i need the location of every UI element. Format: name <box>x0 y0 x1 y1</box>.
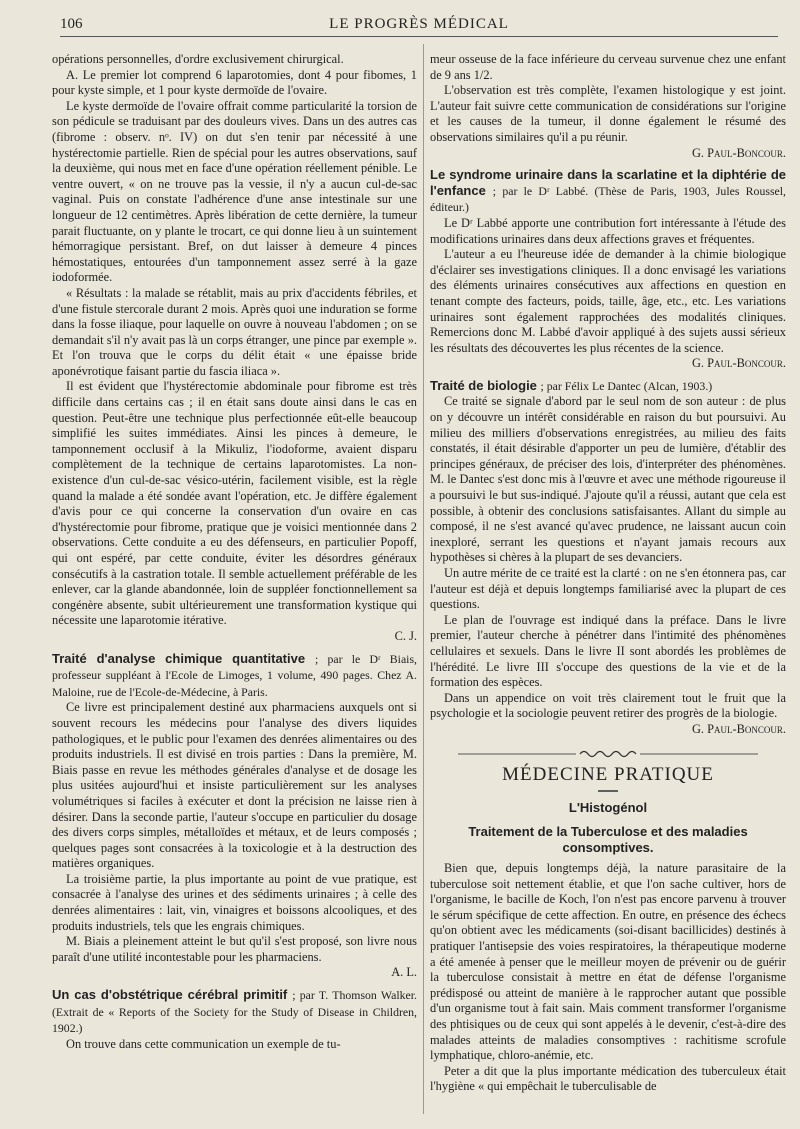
signature: G. Paul-Boncour. <box>691 721 786 736</box>
article-title: Un cas d'obstétrique cérébral primitif <box>52 987 288 1003</box>
article-heading <box>430 167 786 216</box>
paragraph: Le kyste dermoïde de l'ovaire offrait comme particularité la torsion de son pédicule se traduisant par des douleurs vives. Dans un des autres cas (fibrome : observ. nᵒ. IV) on dut s'en tenir par nécessité à une hystérectomie partielle. Rien de spécial pour les autres observations, sauf la deuxième, qui nous met en face d'une opération réellement pénible. Le ventre ouvert, « on ne trouve pas la vessie, il n'y a aucun cul-de-sac vaginal. Puis on constate l'adhérence d'une anse intestinale sur une longueur de 12 centimètres. Après libération de cette dernière, la tumeur parait fluctuante, on y plante le trocart, ce qui donne lieu à un suintement hémorragique persistant. Bref, on dut laisser à demeure 4 pinces hémostatiques, entourées d'un tamponnement assez serré à la gaze iodoformée. <box>52 98 417 285</box>
paragraph: Le plan de l'ouvrage est indiqué dans la préface. Dans le livre premier, l'auteur cherche à pénétrer dans l'intimité des phénomènes cellulaires et sexuels. Dans le livre II sont abordés les problèmes de l'hérédité. Le livre III s'occupe des questions de la vie et de la formation des espèces. <box>430 612 786 690</box>
paragraph: « Résultats : la malade se rétablit, mais au prix d'accidents fébriles, et d'une fistule stercorale durant 2 mois. Après quoi une induration se forme dans la fosse iliaque, pour laquelle on ouvre à nouveau l'abdomen ; on se demandait s'il n'y avait pas là un corps étranger, une pince par exemple ». Et l'on trouva que le corps du délit était « une épaisse bride aponévrotique faisant partie du fascia iliaca ». <box>52 285 417 378</box>
page-number: 106 <box>60 16 83 32</box>
ornamental-divider <box>430 748 786 764</box>
article-heading <box>52 987 417 1037</box>
paragraph: A. Le premier lot comprend 6 laparotomies, dont 4 pour fibomes, 1 pour kyste simple, et 1 pour kyste dermoïde de l'ovaire. <box>52 67 417 98</box>
divider-ornament <box>458 749 758 759</box>
article-heading <box>430 378 786 395</box>
article-title: Traité de biologie <box>430 377 537 393</box>
section-subtitle: Traitement de la Tuberculose et des maladies consomptives. <box>468 823 748 855</box>
paragraph: meur osseuse de la face inférieure du cerveau survenue chez une enfant de 9 ans 1/2. <box>430 52 786 82</box>
paragraph: opérations personnelles, d'ordre exclusivement chirurgical. <box>52 52 344 66</box>
paragraph: M. Biais a pleinement atteint le but qu'il s'est proposé, son livre nous paraît d'une utilité incontestable pour les pharmaciens. <box>52 934 417 964</box>
signature: G. Paul-Boncour. <box>691 356 786 371</box>
article-heading <box>52 651 417 701</box>
section-title: MÉDECINE PRATIQUE <box>502 764 714 786</box>
paragraph: La troisième partie, la plus importante au point de vue pratique, est consacrée à l'analyse des urines et des sédiments urinaires ; à celle des denrées alimentaires : lait, vin, vinaigres et boissons alcooliques, et des produits industriels, tels que les engrais chimiques. <box>52 871 417 933</box>
paragraph: Ce livre est principalement destiné aux pharmaciens auxquels ont si souvent recours les médecins pour l'analyse des divers liquides pathologiques, et le public pour l'examen des denrées alimentaires ou des produits industriels. Il est divisé en trois parties : Dans la première, M. Biais passe en revue les méthodes générales d'analyse et de dosage les plus usitées aujourd'hui et insiste particulièrement sur les analyses volumétriques si faciles à exécuter et dont la précision ne laisse rien à désirer. Dans la seconde partie, l'auteur s'occupe en particulier du dosage des divers corps simples, métalloïdes et métaux, et de leurs composés ; quelques pages sont consacrées à la toxicologie et à la destruction des matières organiques. <box>52 700 417 871</box>
article-byline: ; par le Dʳ Biais, professeur suppléant à l'Ecole de Limoges, 1 volume, 490 pages. Chez A. Maloine, rue de l'Ecole-de-Médecine, à Paris. <box>52 651 417 699</box>
paragraph: Ce traité se signale d'abord par le seul nom de son auteur : de plus on y découvre un intérêt considérable en raison du but poursuivi. Au milieu des milliers d'observations enregistrées, au milieu des faits constatés, il était désirable d'apporter un peu de lumière, d'établir des principes généraux, de préciser des lois, d'interpréter des phénomènes. M. le Dantec s'est donc mis à l'œuvre et avec une méthode rigoureuse il a poursuivi le but sus-indiqué. J'ajoute qu'il a réussi, autant que cela est possible, à obtenir des conclusions satisfaisantes. Allant du simple au composé, il ne s'est avancé qu'avec prudence, ne laissant aucun coin inexploré, serrant les questions et n'ayant jamais recours aux hypothèses si chères à la plupart de ses devanciers. <box>430 394 786 565</box>
article-byline: ; par le Dʳ Labbé. (Thèse de Paris, 1903, Jules Roussel, éditeur.) <box>430 183 786 215</box>
signature: G. Paul-Boncour. <box>691 145 786 160</box>
paragraph: On trouve dans cette communication un exemple de tu- <box>66 1036 341 1051</box>
paragraph: Un autre mérite de ce traité est la clarté : on ne s'en étonnera pas, car l'auteur est déjà et depuis longtemps familiarisé avec la plupart de ces questions. <box>430 566 786 612</box>
paragraph: L'auteur a eu l'heureuse idée de demander à la chimie biologique d'éclairer ses investigations cliniques. Il a donc envisagé les variations des éléments urinaires consécutives aux affections en question en tenant compte des facteurs, poids, taille, âge, etc., etc. Les variations urinaires sont également rapprochées des modalités cliniques. Remercions donc M. Labbé d'avoir appliqué à des sujets aussi sérieux les résultats des découvertes les plus récentes de la science. <box>430 247 786 355</box>
left-column <box>52 52 417 1112</box>
journal-title: LE PROGRÈS MÉDICAL <box>329 16 509 32</box>
paragraph: L'observation est très complète, l'examen histologique y est joint. L'auteur fait suivre cette communication de considérations sur l'origine et les causes de la tumeur, il donne également le résumé des observations similaires qu'il a pu réunir. <box>430 83 786 144</box>
article-title: Traité d'analyse chimique quantitative <box>52 650 306 666</box>
section-dash <box>430 783 786 799</box>
section-subtitle: L'Histogénol <box>568 800 648 816</box>
right-column <box>430 52 786 1112</box>
section-dash-line <box>598 788 618 794</box>
column-divider <box>423 44 424 1114</box>
article-byline: ; par T. Thomson Walker. (Extrait de « Reports of the Society for the Study of Disease in Children, 1902.) <box>52 988 417 1036</box>
paragraph: Peter a dit que la plus importante médication des tuberculeux était l'hygiène « qui empêchait le tuberculisable de <box>430 1063 786 1094</box>
signature: C. J. <box>394 628 417 643</box>
paragraph: Dans un appendice on voit très clairement tout le fruit que la psychologie et la sociologie peuvent retirer des progrès de la biologie. <box>430 690 786 721</box>
signature: A. L. <box>391 965 417 980</box>
paragraph: Il est évident que l'hystérectomie abdominale pour fibrome est très difficile dans certains cas ; il en était sans doute ainsi dans le cas en question. Peut-être une technique plus perfectionnée eût-elle beaucoup simplifié les suites immédiates. Ainsi les pinces à demeure, le tamponnement occlusif à la Mikuliz, l'iodoforme, avaient disparu complètement de la technique de certains laparotomistes. La non-existence d'un cul-de-sac vésico-utérin, facilement visible, est la règle quand la malade a été sondée avant l'opération, etc. Je diffère également d'avis pour ce qui concerne la conservation d'un ovaire en cas d'hystérectomie pour fibrome, pratique que je voisici mentionnée dans 2 observations. Cette conduite a eu des défenseurs, en particulier Popoff, qui ont espéré, par cette conduite, éviter les désordres généraux consécutifs à la castration totale. Il semble actuellement préférable de les enlever, car la glande abandonnée, loin de suppléer fonctionnellement sa congénère absente, subit ultérieurement une transformation kystique qui nécessite une laparotomie itérative. <box>52 379 417 628</box>
page-header <box>60 10 778 37</box>
paragraph: Le Dʳ Labbé apporte une contribution fort intéressante à l'étude des modifications urinaires dans deux affections graves et fréquentes. <box>430 215 786 246</box>
article-title: Le syndrome urinaire dans la scarlatine et la diphtérie de l'enfance <box>430 167 786 198</box>
article-byline: ; par Félix Le Dantec (Alcan, 1903.) <box>540 378 713 393</box>
paragraph: Bien que, depuis longtemps déjà, la nature parasitaire de la tuberculose soit nettement établie, et que l'on sache cultiver, hors de l'organisme, le bacille de Koch, l'on n'est pas encore parvenu à trouver le sérum spécifique de cette affection. En outre, en présence des échecs qu'on obtient avec les médicaments (soi-disant bacillicides) destinés à pratiquer l'antisepsie des voies respiratoires, la thérapeutique moderne a été amenée à penser que le meilleur moyen de prévenir ou de guérir la tuberculose consistait à mettre en état de défense l'organisme prédisposé ou atteint de manière à le rapprocher autant que possible d'un organisme tout à fait sain. Mais comment transformer l'organisme des phtisiques ou de ceux qui sont appelés à le devenir, c'est-à-dire des malades atteints de maladies consomptives : rachitisme scrofule lymphatique, chloro-anémie, etc. <box>430 861 786 1063</box>
